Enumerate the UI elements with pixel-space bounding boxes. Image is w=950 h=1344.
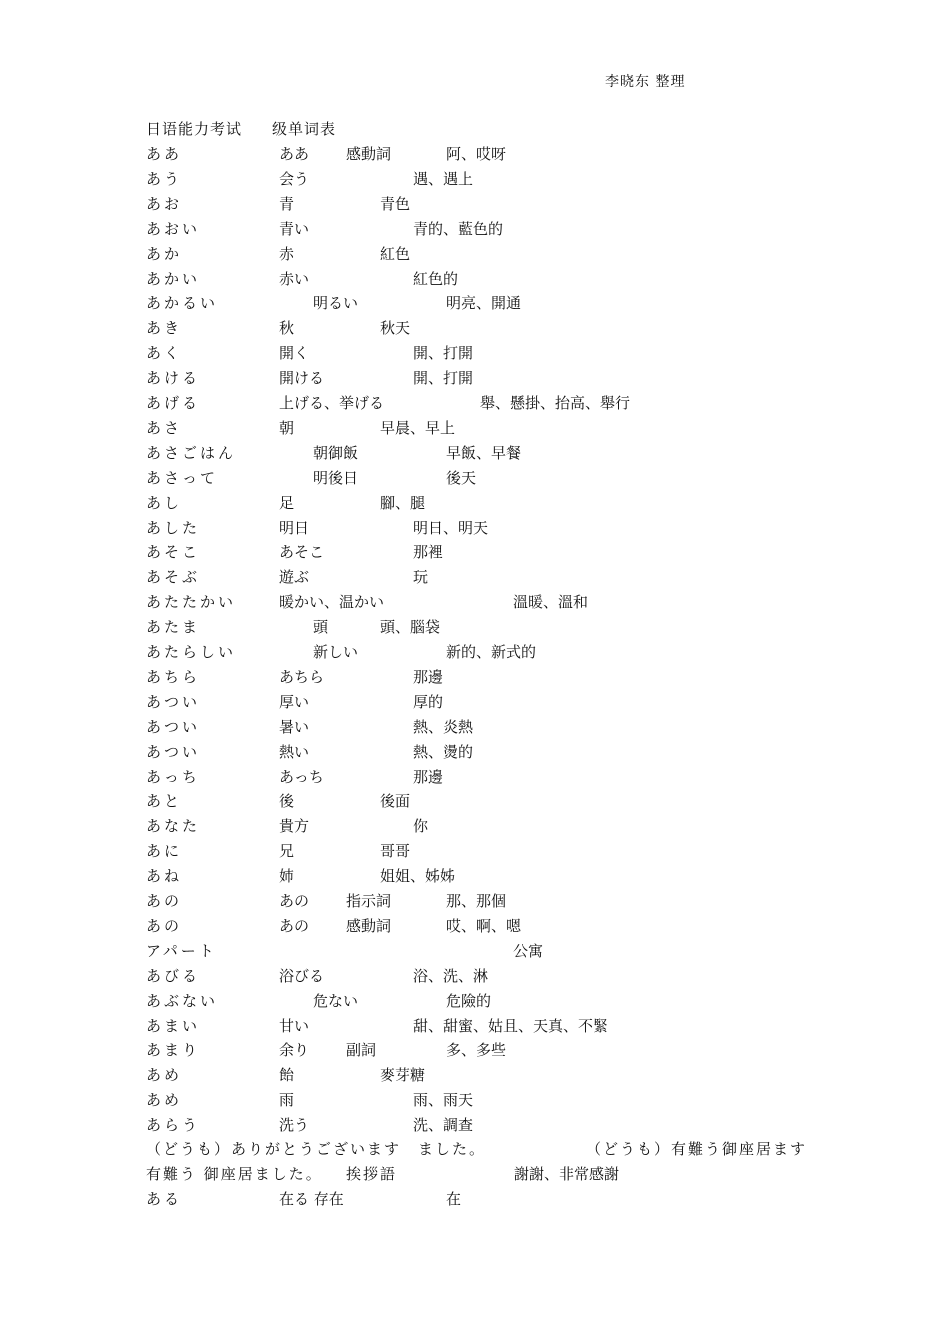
vocab-entry: [0, 1089, 950, 1111]
title-part1: 日语能力考试: [146, 120, 243, 138]
entry-word: 後: [279, 792, 295, 811]
vocab-entry: [0, 915, 950, 937]
entry-reading: あぶない: [146, 991, 219, 1010]
entry-reading: あの: [146, 892, 183, 910]
entry-meaning: 那、那個: [446, 892, 507, 910]
entry-word: 明後日: [313, 468, 359, 487]
entry-meaning: 多、多些: [446, 1041, 507, 1060]
entry-reading: あげる: [146, 394, 201, 412]
special-line-1: [146, 1138, 808, 1159]
entry-part-of-speech: 感動詞: [346, 916, 392, 935]
entry-word: 足: [279, 493, 295, 512]
document-title: [146, 118, 336, 139]
entry-meaning: 那邊: [413, 767, 444, 786]
entry-reading: あと: [146, 792, 183, 811]
entry-meaning: 哥哥: [380, 842, 411, 861]
author-note: 李晓东 整理: [605, 74, 686, 90]
vocab-entry: [0, 243, 950, 265]
entry-word: 厚い: [279, 692, 310, 711]
entry-meaning: 明日、明天: [413, 518, 489, 537]
entry-reading: あかい: [146, 269, 201, 288]
entry-word: 兄: [279, 842, 295, 861]
vocab-entry: [0, 666, 950, 688]
vocab-entry: [0, 292, 950, 314]
entry-reading: あさごはん: [146, 443, 237, 462]
entry-word: 余り: [279, 1041, 310, 1060]
vocab-entry: [0, 965, 950, 987]
entry-word: 飴: [279, 1066, 295, 1085]
vocab-entry: [0, 1039, 950, 1061]
entry-meaning: 在: [446, 1190, 462, 1208]
entry-part-of-speech: 感動詞: [346, 145, 392, 163]
entry-word: 洗う: [279, 1116, 310, 1135]
vocab-entry: [0, 840, 950, 862]
entry-meaning: 舉、懸掛、抬高、舉行: [480, 394, 631, 412]
title-part2: 级单词表: [272, 120, 337, 138]
entry-word: あっち: [279, 767, 324, 786]
entry-word: 危ない: [313, 991, 359, 1010]
entry-meaning: 腳、腿: [380, 493, 426, 512]
vocab-entry: [0, 790, 950, 812]
entry-meaning: 危險的: [446, 991, 492, 1010]
vocab-entry: [0, 741, 950, 763]
entry-word: 甘い: [279, 1016, 310, 1035]
vocab-entry: [0, 492, 950, 514]
entry-meaning: 青的、藍色的: [413, 219, 504, 238]
vocab-entry: [0, 442, 950, 464]
entry-meaning: 開、打開: [413, 344, 474, 363]
vocab-entry: [0, 641, 950, 663]
entry-word: ああ: [279, 145, 310, 163]
special-line-2-pos: 挨拶語: [346, 1165, 398, 1183]
entry-word: 開く: [279, 344, 310, 363]
entry-word: 雨: [279, 1091, 295, 1110]
entry-meaning: 洗、調查: [413, 1116, 474, 1135]
entry-word: 姉: [279, 867, 295, 886]
entry-reading: あに: [146, 842, 183, 861]
entry-word: 貴方: [279, 817, 310, 836]
entry-reading: あの: [146, 916, 183, 935]
vocab-entry: [0, 268, 950, 290]
entry-word: あそこ: [279, 543, 325, 562]
vocab-entry: [0, 566, 950, 588]
special-line-2: [146, 1163, 620, 1184]
vocab-entry: [0, 1064, 950, 1086]
entry-reading: あまり: [146, 1041, 201, 1060]
vocab-entry: [0, 143, 950, 165]
entry-reading: あたたかい: [146, 593, 237, 612]
entry-meaning: 公寓: [513, 941, 544, 960]
entry-meaning: 阿、哎呀: [446, 145, 507, 163]
entry-word: 青: [279, 194, 295, 213]
entry-word: 熱い: [279, 742, 310, 761]
entry-reading: あそぶ: [146, 568, 201, 587]
entry-reading: あき: [146, 319, 183, 338]
entry-meaning: 那邊: [413, 667, 444, 686]
entry-reading: あさ: [146, 418, 183, 437]
entry-meaning: 熱、炎熱: [413, 717, 474, 736]
entry-meaning: 明亮、開通: [446, 294, 522, 313]
entry-word: 頭: [313, 618, 329, 637]
entry-reading: あさって: [146, 468, 219, 487]
entry-meaning: 後面: [380, 792, 411, 811]
entry-reading: あね: [146, 867, 183, 886]
entry-word: 開ける: [279, 369, 325, 388]
vocab-entry: [0, 716, 950, 738]
entry-word: 浴びる: [279, 966, 325, 985]
entry-meaning: 開、打開: [413, 369, 474, 388]
entry-reading: あめ: [146, 1066, 183, 1085]
vocab-entry: [0, 392, 950, 414]
entry-meaning: 早晨、早上: [380, 418, 456, 437]
vocab-entry: [0, 890, 950, 912]
entry-word: あの: [279, 916, 310, 935]
special-line-1-word: （どうも）有難う御座居ます: [586, 1140, 808, 1158]
entry-meaning: 溫暖、溫和: [513, 593, 589, 612]
entry-reading: ああ: [146, 145, 183, 163]
entry-word: 朝: [279, 418, 295, 437]
entry-reading: あなた: [146, 817, 201, 836]
vocab-entry: [0, 1015, 950, 1037]
vocab-entry: [0, 541, 950, 563]
entry-meaning: 新的、新式的: [446, 643, 537, 661]
entry-meaning: 浴、洗、淋: [413, 966, 489, 985]
special-line-2-word: 有難う 御座居ました。: [146, 1165, 323, 1183]
entry-word: 暖かい、温かい: [279, 593, 385, 612]
vocab-entry: [0, 342, 950, 364]
entry-reading: あたらしい: [146, 643, 237, 661]
special-line-2-meaning: 謝謝、非常感謝: [514, 1165, 620, 1183]
vocab-entry: [0, 616, 950, 638]
entry-meaning: 紅色: [380, 244, 411, 263]
vocab-entry: [0, 766, 950, 788]
entry-reading: あし: [146, 493, 183, 512]
entry-meaning: 雨、雨天: [413, 1091, 474, 1110]
vocab-entry: [0, 865, 950, 887]
entry-reading: あめ: [146, 1091, 183, 1110]
entry-reading: あまい: [146, 1016, 201, 1035]
entry-meaning: 遇、遇上: [413, 169, 474, 188]
entry-reading: あか: [146, 244, 183, 263]
entry-meaning: 那裡: [413, 543, 444, 562]
vocab-entry: [0, 417, 950, 439]
entry-reading: あかるい: [146, 294, 219, 313]
entry-reading: あける: [146, 369, 201, 388]
vocab-entry: [0, 168, 950, 190]
entry-word: 秋: [279, 319, 295, 338]
entry-reading: あおい: [146, 219, 201, 238]
vocab-entry-last: [0, 1188, 950, 1210]
entry-word: 明日: [279, 518, 310, 537]
entry-word: 会う: [279, 169, 310, 188]
vocab-entry: [0, 990, 950, 1012]
vocab-entry: [0, 517, 950, 539]
entry-reading: ある: [146, 1190, 183, 1208]
entry-meaning: 頭、腦袋: [380, 618, 441, 637]
entry-reading: あちら: [146, 667, 201, 686]
vocab-entry: [0, 1114, 950, 1136]
entry-meaning: 哎、啊、嗯: [446, 916, 522, 935]
vocab-entry: [0, 815, 950, 837]
entry-word: 朝御飯: [313, 443, 359, 462]
entry-word: 遊ぶ: [279, 568, 310, 587]
entry-reading: あつい: [146, 692, 201, 711]
entry-word: あの: [279, 892, 310, 910]
vocab-entry: [0, 691, 950, 713]
entry-reading: あした: [146, 518, 201, 537]
entry-reading: アパート: [146, 941, 217, 960]
entry-meaning: 你: [413, 817, 429, 836]
entry-reading: あたま: [146, 618, 201, 637]
entry-word: 在る 存在: [279, 1190, 344, 1208]
entry-meaning: 紅色的: [413, 269, 459, 288]
vocab-entry: [0, 940, 950, 962]
entry-word: 上げる、挙げる: [279, 394, 385, 412]
vocab-entry: [0, 591, 950, 613]
entry-reading: あお: [146, 194, 183, 213]
entry-reading: あう: [146, 169, 183, 188]
entry-meaning: 早飯、早餐: [446, 443, 522, 462]
entry-reading: あく: [146, 344, 183, 363]
entry-meaning: 後天: [446, 468, 477, 487]
special-line-1-reading: （どうも）ありがとうございます ました。: [146, 1140, 487, 1158]
entry-reading: あらう: [146, 1116, 201, 1135]
entry-meaning: 麥芽糖: [380, 1066, 426, 1085]
entry-meaning: 姐姐、姊姊: [380, 867, 456, 886]
vocab-entry: [0, 193, 950, 215]
entry-reading: あつい: [146, 717, 201, 736]
entry-reading: あっち: [146, 767, 200, 786]
entry-meaning: 秋天: [380, 319, 411, 338]
vocab-entry: [0, 218, 950, 240]
entry-reading: あびる: [146, 966, 201, 985]
entry-meaning: 玩: [413, 568, 429, 587]
entry-word: 赤: [279, 244, 295, 263]
entry-reading: あつい: [146, 742, 201, 761]
entry-meaning: 甜、甜蜜、姑且、天真、不緊: [413, 1016, 609, 1035]
vocab-entry: [0, 317, 950, 339]
vocab-entry: [0, 367, 950, 389]
entry-word: 明るい: [313, 294, 359, 313]
entry-part-of-speech: 副詞: [346, 1041, 377, 1060]
entry-meaning: 厚的: [413, 692, 444, 711]
entry-word: 赤い: [279, 269, 310, 288]
entry-meaning: 青色: [380, 194, 411, 213]
entry-word: 暑い: [279, 717, 310, 736]
entry-word: 新しい: [313, 643, 359, 661]
vocab-entry: [0, 467, 950, 489]
entry-part-of-speech: 指示詞: [346, 892, 392, 910]
entry-word: 青い: [279, 219, 310, 238]
entry-meaning: 熱、燙的: [413, 742, 474, 761]
entry-reading: あそこ: [146, 543, 201, 562]
entry-word: あちら: [279, 667, 325, 686]
